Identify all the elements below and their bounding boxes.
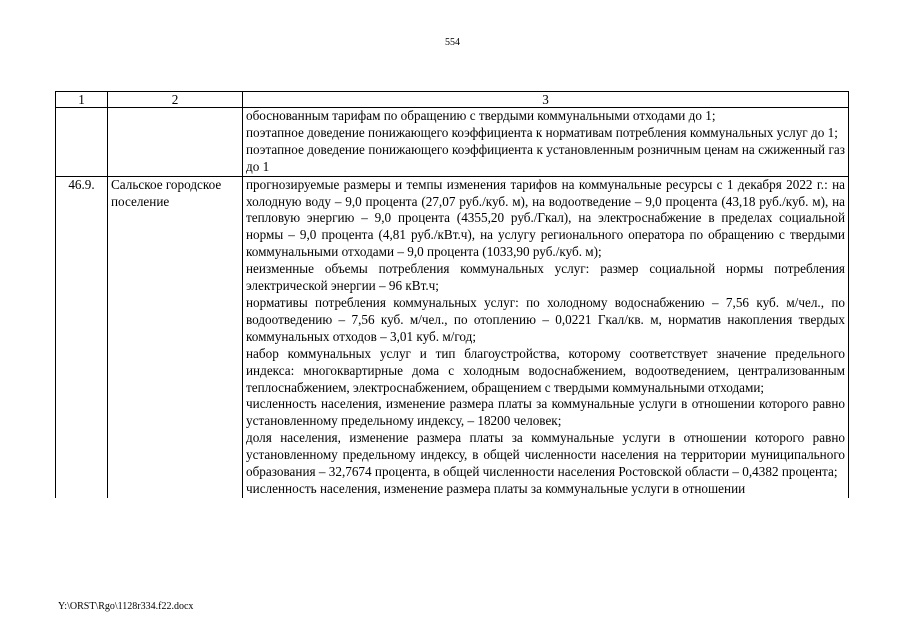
header-col-3: 3 [243, 92, 849, 108]
content-paragraph: доля населения, изменение размера платы за коммунальные услуги в отношении которого равно установленному предельному индексу, в общей численности населения на территории муниципального образования – 32,7674 процента, в общей численности населения Ростовской области – 0,4382 процента; [246, 430, 845, 480]
content-paragraph: поэтапное доведение понижающего коэффициента к нормативам потребления коммунальных услуг до 1; [246, 124, 838, 140]
content-paragraph: численность населения, изменение размера платы за коммунальные услуги в отношении которого равно установленному предельному индексу, – 18200 человек; [246, 396, 845, 429]
table-row [56, 176, 849, 498]
content-paragraph: неизменные объемы потребления коммунальных услуг: размер социальной нормы потребления электрической энергии – 96 кВт.ч; [246, 261, 845, 294]
table-row [56, 108, 849, 177]
table-header-row [56, 92, 849, 108]
footer-file-path: Y:\ORST\Rgo\1128r334.f22.docx [58, 601, 194, 612]
content-paragraph: набор коммунальных услуг и тип благоустройства, которому соответствует значение предельного индекса: многоквартирные дома с холодным водоснабжением, водоотведением, централизованным теплоснабжением, электроснабжением, обращением с твердыми коммунальными отходами; [246, 345, 845, 395]
content-paragraph: нормативы потребления коммунальных услуг: по холодному водоснабжению – 7,56 куб. м/чел., по водоотведению – 7,56 куб. м/чел., по отоплению – 0,0221 Гкал/кв. м, норматив накопления твердых коммунальных отходов – 3,01 куб. м/год; [246, 294, 845, 344]
content-paragraph: прогнозируемые размеры и темпы изменения тарифов на коммунальные ресурсы с 1 декабря 2022 г.: на холодную воду – 9,0 процента (27,07 руб./куб. м), на водоотведение – 9,0 процента (43,18 руб./куб. м), на тепловую энергию – 9,0 процента (4355,20 руб./Гкал), на электроснабжение в пределах социальной нормы – 9,0 процента (4,81 руб./кВт.ч), на услугу регионального оператора по обращению с твердыми коммунальными отходами – 9,0 процента (1033,90 руб./куб. м); [246, 176, 845, 260]
settlement-name [108, 108, 243, 177]
page-number: 554 [445, 37, 460, 48]
content-paragraph: численность населения, изменение размера платы за коммунальные услуги в отношении [246, 480, 746, 496]
row-content [243, 108, 849, 177]
content-paragraph: поэтапное доведение понижающего коэффициента к установленным розничным ценам на сжиженный газ до 1 [246, 141, 845, 174]
row-number: 46.9. [56, 176, 108, 498]
header-col-1: 1 [56, 92, 108, 108]
settlement-name: Сальское городское поселение [108, 176, 243, 498]
document-table [55, 91, 849, 498]
header-col-2: 2 [108, 92, 243, 108]
content-paragraph: обоснованным тарифам по обращению с твердыми коммунальными отходами до 1; [246, 108, 716, 123]
row-content [243, 176, 849, 498]
row-number [56, 108, 108, 177]
